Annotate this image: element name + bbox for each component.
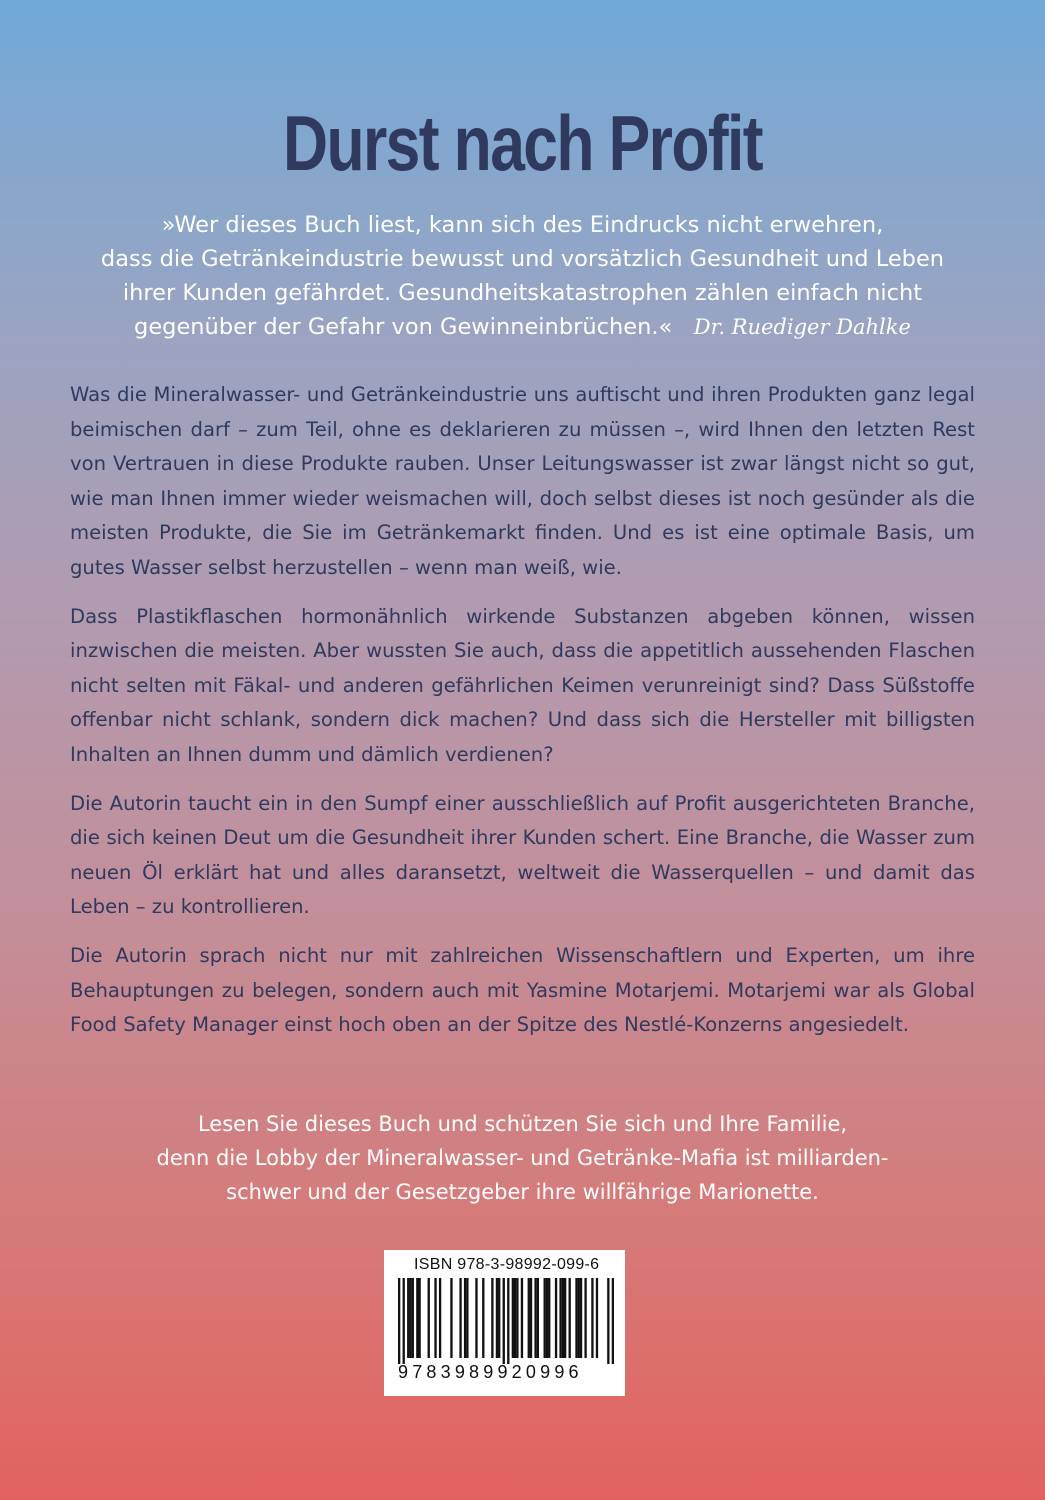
barcode-bar <box>521 1278 523 1358</box>
barcode-bar <box>428 1278 430 1358</box>
barcode-bar <box>575 1278 577 1358</box>
barcode-bar <box>562 1278 564 1358</box>
blurb-paragraph: Dass Plastikflaschen hormonähnlich wirkende Substanzen abgeben können, wissen inzwischen die meisten. Aber wussten Sie auch, dass die appetitlich aussehenden Flaschen nicht selten mit Fäkal- und anderen gefährlichen Keimen verunreinigt sind? Dass Süßstoffe offenbar nicht schlank, sondern dick machen? Und dass sich die Hersteller mit billigsten Inhalten an Ihnen dumm und dämlich verdienen? <box>70 604 975 766</box>
book-title: Durst nach Profit <box>283 99 762 187</box>
barcode-bar <box>612 1278 614 1364</box>
barcode-bar <box>530 1278 532 1358</box>
barcode-bar <box>516 1278 518 1358</box>
barcode-bar <box>591 1278 593 1358</box>
barcode-bar <box>434 1278 436 1358</box>
barcode-bar <box>482 1278 484 1358</box>
barcode-bar <box>412 1278 414 1358</box>
closing-line: schwer und der Gesetzgeber ihre willfährige Marionette. <box>226 1180 819 1204</box>
isbn-label: ISBN 978-3-98992-099-6 <box>414 1256 600 1273</box>
endorsement-quote <box>60 208 985 344</box>
barcode-bar <box>459 1278 461 1358</box>
quote-author: Dr. Ruediger Dahlke <box>693 315 911 339</box>
barcode-bar <box>607 1278 609 1364</box>
barcode-bar <box>409 1278 411 1358</box>
barcode-bar <box>496 1278 498 1358</box>
barcode-bar <box>514 1278 516 1358</box>
barcode-bar <box>503 1278 505 1364</box>
quote-line: »Wer dieses Buch liest, kann sich des Eindrucks nicht erwehren, <box>161 212 884 238</box>
ean-digits: 9783989920996 <box>398 1362 583 1382</box>
blurb-paragraph: Was die Mineralwasser- und Getränkeindustrie uns auftischt und ihren Produkten ganz legal beimischen darf – zum Teil, ohne es deklarieren zu müssen –, wird Ihnen den letzten Rest von Vertrauen in diese Produkte rauben. Unser Leitungswasser ist zwar längst nicht so gut, wie man Ihnen immer wieder weismachen will, doch selbst dieses ist noch gesünder als die meisten Produkte, die Sie im Getränkemarkt finden. Und es ist eine optimale Basis, um gutes Wasser selbst herzustellen – wenn man weiß, wie. <box>70 383 975 579</box>
barcode-bar <box>546 1278 548 1358</box>
barcode-bar <box>596 1278 598 1358</box>
barcode-bar <box>407 1278 409 1358</box>
closing-statement <box>60 1107 985 1209</box>
barcode-bar <box>466 1278 468 1358</box>
barcode-bar <box>578 1278 580 1358</box>
barcode-bar <box>534 1278 536 1358</box>
barcode-bar <box>491 1278 493 1358</box>
barcode-bar <box>580 1278 582 1358</box>
barcode-bar <box>498 1278 500 1358</box>
isbn-barcode <box>384 1250 625 1396</box>
barcode-bar <box>403 1278 405 1364</box>
barcode-bar <box>559 1278 561 1358</box>
barcode-bar <box>398 1278 400 1364</box>
barcode-bar <box>475 1278 477 1358</box>
blurb-paragraph: Die Autorin taucht ein in den Sumpf einer ausschließlich auf Profit ausgerichteten Branche, die sich keinen Deut um die Gesundheit ihrer Kunden schert. Eine Branche, die Wasser zum neuen Öl erklärt hat und alles daransetzt, weltweit die Wasserquellen – und damit das Leben – zu kontrollieren. <box>70 791 975 919</box>
barcode-bars <box>398 1278 614 1364</box>
barcode-bar <box>439 1278 441 1358</box>
barcode-bar <box>555 1278 557 1358</box>
barcode-bar <box>564 1278 566 1358</box>
barcode-bar <box>584 1278 586 1358</box>
barcode-bar <box>450 1278 452 1358</box>
barcode-bar <box>512 1278 514 1358</box>
barcode-bar <box>537 1278 539 1358</box>
barcode-bar <box>528 1278 530 1358</box>
closing-line: Lesen Sie dieses Buch und schützen Sie sich und Ihre Familie, <box>197 1112 848 1136</box>
barcode-bar <box>507 1278 509 1364</box>
quote-line: gegenüber der Gefahr von Gewinneinbrüchen.« <box>134 314 673 340</box>
barcode-bar <box>548 1278 550 1358</box>
barcode-bar <box>569 1278 571 1358</box>
quote-line: dass die Getränkeindustrie bewusst und vorsätzlich Gesundheit und Leben <box>100 246 945 272</box>
blurb-body <box>70 378 975 1057</box>
barcode-bar <box>464 1278 466 1358</box>
barcode-bar <box>544 1278 546 1358</box>
barcode-bar <box>418 1278 420 1358</box>
quote-line: ihrer Kunden gefährdet. Gesundheitskatastrophen zählen einfach nicht <box>122 280 923 306</box>
barcode-bar <box>416 1278 418 1358</box>
blurb-paragraph: Die Autorin sprach nicht nur mit zahlreichen Wissenschaftlern und Experten, um ihre Behauptungen zu belegen, sondern auch mit Yasmine Motarjemi. Motarjemi war als Global Food Safety Manager einst hoch oben an der Spitze des Nestlé-Konzerns angesiedelt. <box>70 943 975 1037</box>
closing-line: denn die Lobby der Mineralwasser- und Getränke-Mafia ist milliarden- <box>156 1146 889 1170</box>
